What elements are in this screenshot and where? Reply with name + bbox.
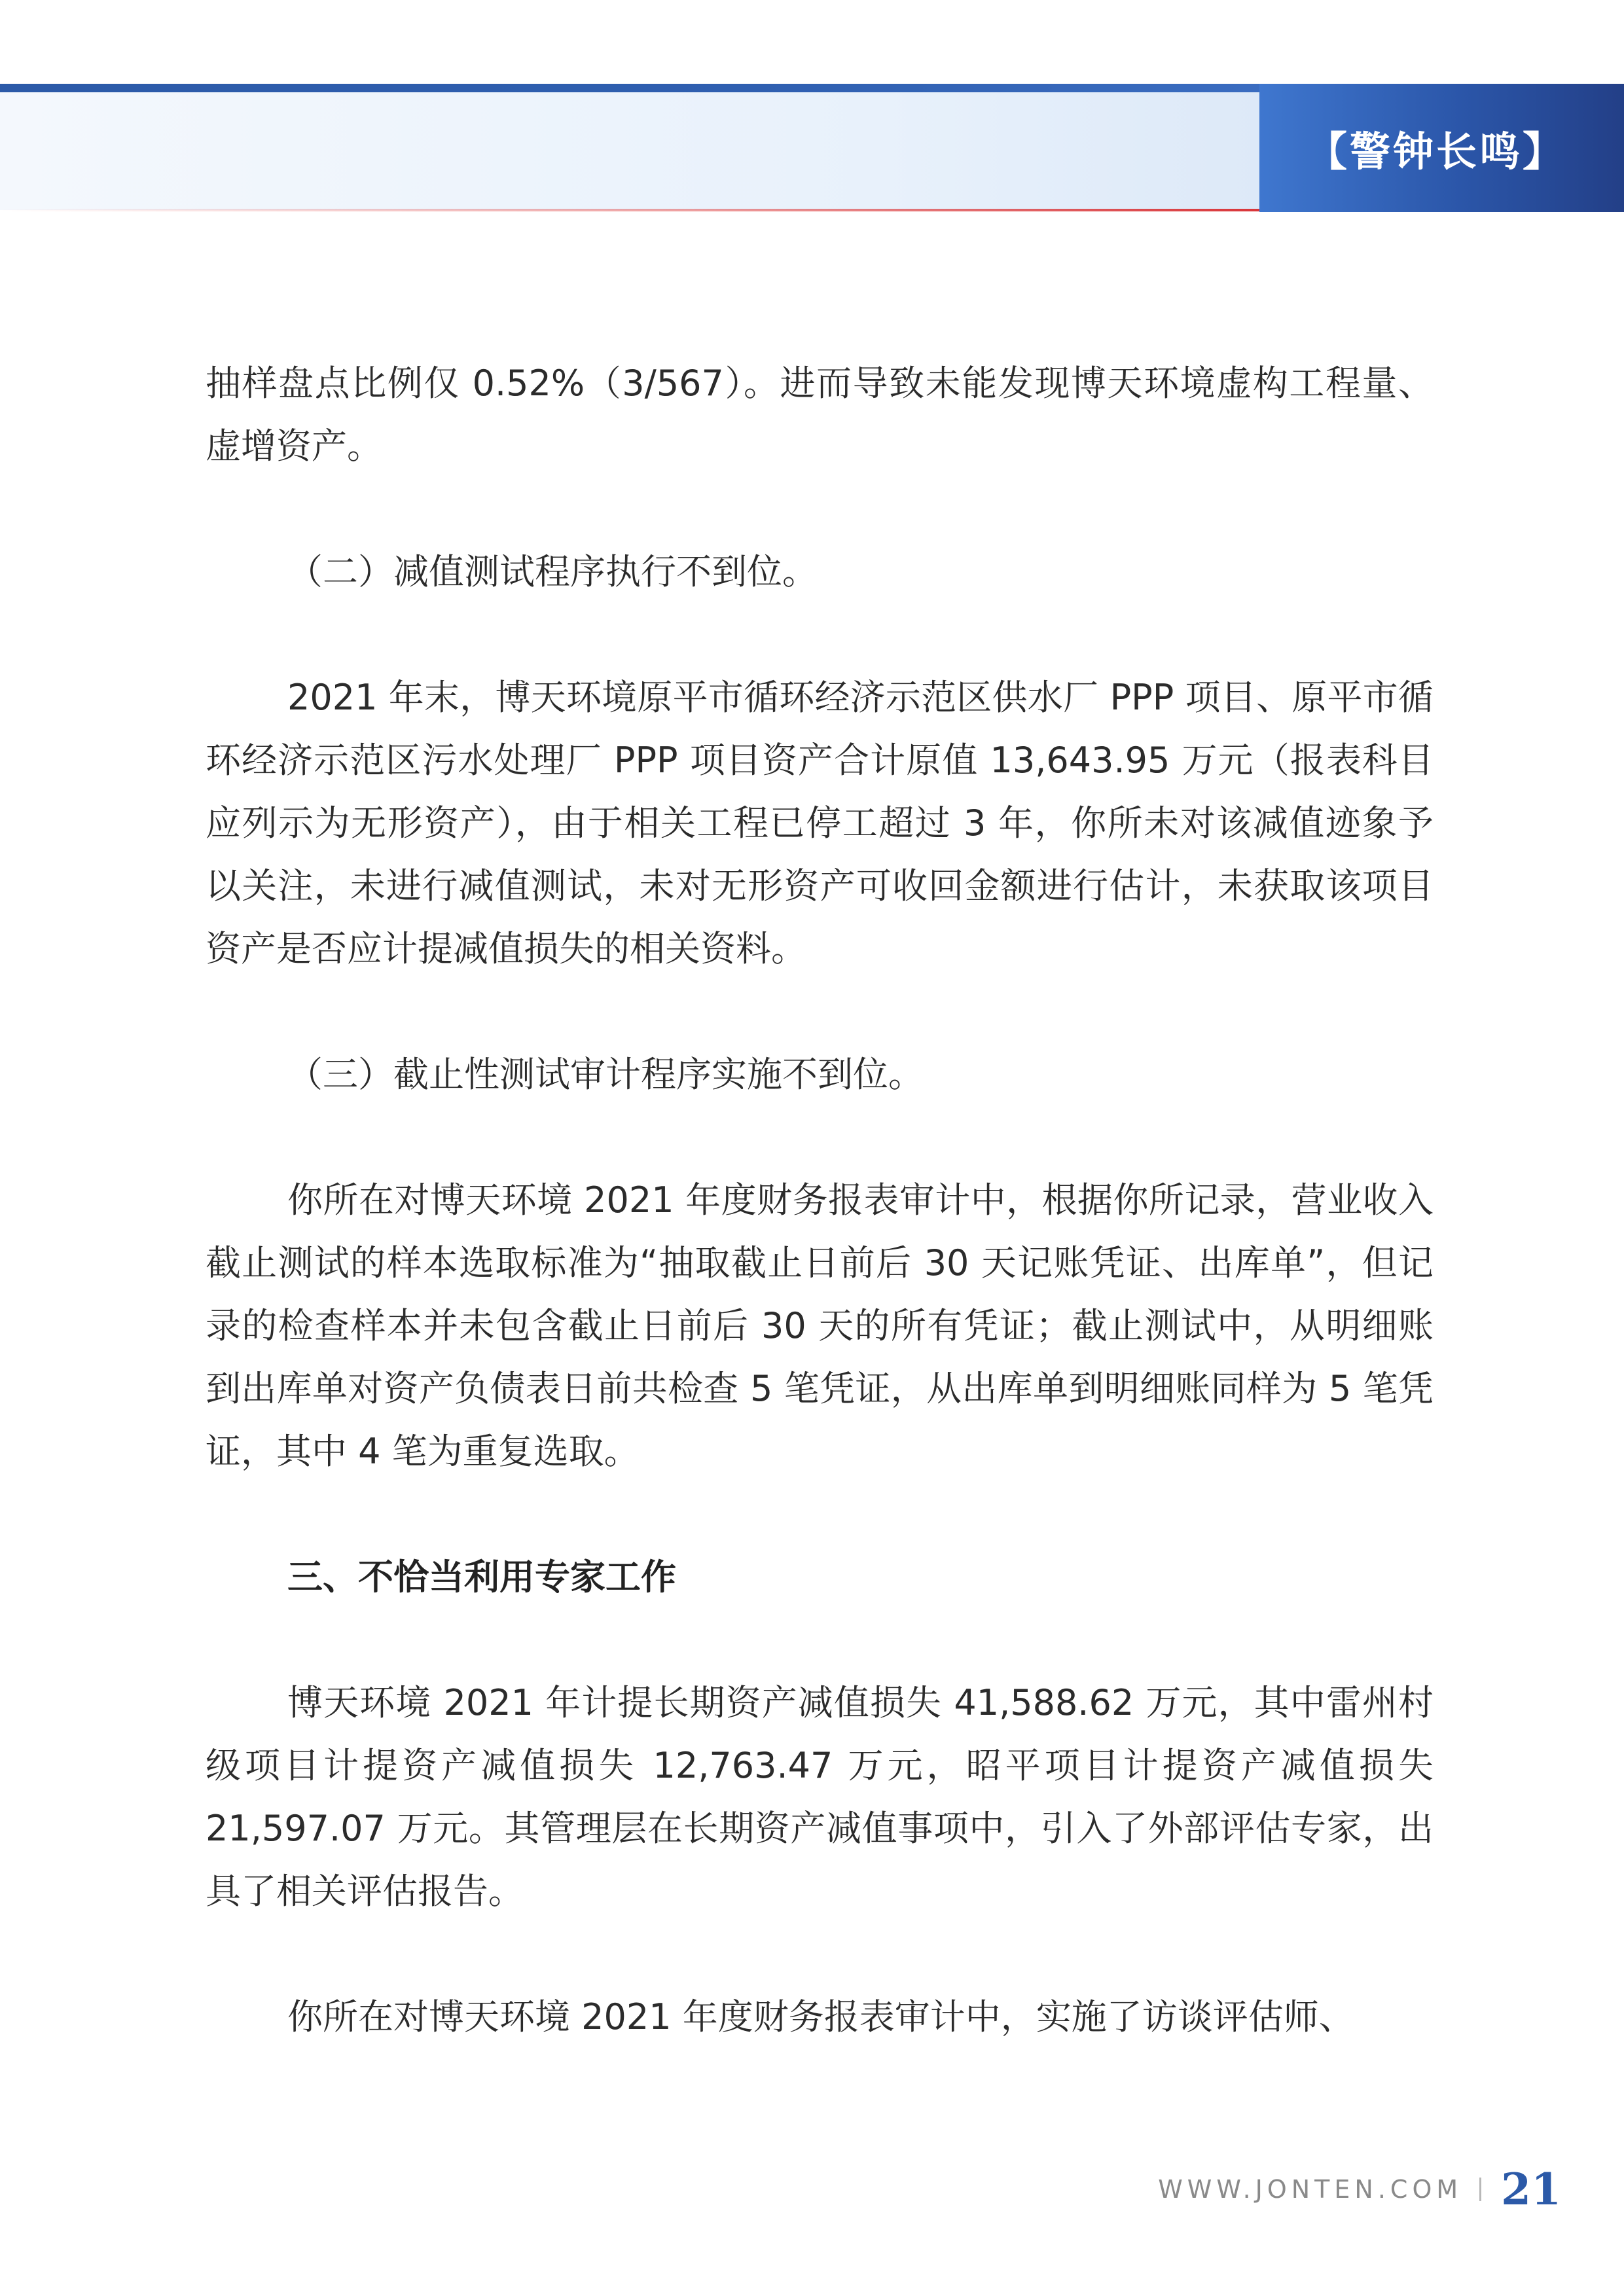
paragraph-continued: 抽样盘点比例仅 0.52%（3/567）。进而导致未能发现博天环境虚构工程量、虚增资产。 [206,363,1434,467]
paragraph-interview: 你所在对博天环境 2021 年度财务报表审计中，实施了访谈评估师、 [287,1996,1354,2037]
header-red-rule [0,209,1259,211]
section-heading-experts: 三、不恰当利用专家工作 [287,1556,676,1598]
header-top-rule [0,84,1259,92]
article-body [206,352,1434,2049]
page-number: 21 [1501,2164,1561,2215]
footer-divider [1479,2178,1481,2201]
subheading-cutoff-test: （三）截止性测试审计程序实施不到位。 [287,1054,924,1095]
footer-website: WWW.JONTEN.COM [1158,2175,1463,2204]
page-footer [1158,2163,1561,2215]
section-tag-label: 【警钟长鸣】 [1307,127,1566,175]
paragraph-impairment: 2021 年末，博天环境原平市循环经济示范区供水厂 PPP 项目、原平市循环经济示范区污水处理厂 PPP 项目资产合计原值 13,643.95 万元（报表科目应列示为无形资产），由于相关工程已停工超过 3 年，你所未对该减值迹象予以关注，未进行减值测试，未对无形资产可收回金额进行估计，未获取该项目资产是否应计提减值损失的相关资料。 [206,677,1434,969]
header-section-tag [1259,84,1624,212]
subheading-impairment-test: （二）减值测试程序执行不到位。 [287,551,818,592]
paragraph-experts: 博天环境 2021 年计提长期资产减值损失 41,588.62 万元，其中雷州村级项目计提资产减值损失 12,763.47 万元，昭平项目计提资产减值损失 21,597.07 万元。其管理层在长期资产减值事项中，引入了外部评估专家，出具了相关评估报告。 [206,1682,1434,1912]
paragraph-cutoff: 你所在对博天环境 2021 年度财务报表审计中，根据你所记录，营业收入截止测试的样本选取标准为“抽取截止日前后 30 天记账凭证、出库单”，但记录的检查样本并未包含截止日前后 30 天的所有凭证；截止测试中，从明细账到出库单对资产负债表日前共检查 5 笔凭证，从出库单到明细账同样为 5 笔凭证，其中 4 笔为重复选取。 [206,1179,1434,1472]
header-band [0,92,1259,210]
